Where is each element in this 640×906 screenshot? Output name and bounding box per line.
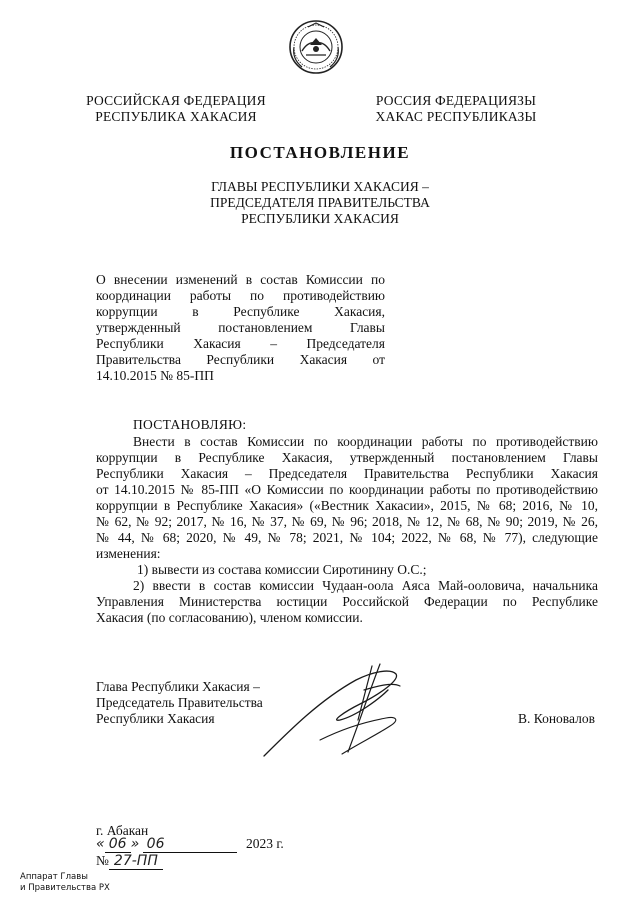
subject-line: Правительства Республики Хакасия от bbox=[96, 352, 385, 367]
body-line: Управления Министерства юстиции Российской Федерации по Республике bbox=[96, 594, 598, 609]
body-line: 1) вывести из состава комиссии Сиротинину О.С.; bbox=[137, 562, 427, 577]
signatory-position bbox=[96, 679, 263, 727]
decree-word: ПОСТАНОВЛЯЮ: bbox=[133, 417, 247, 432]
signatory-position-line: Республики Хакасия bbox=[96, 711, 215, 726]
number-prefix: № bbox=[96, 853, 109, 868]
date-month: 06 bbox=[143, 836, 237, 853]
body-line: 2) ввести в состав комиссии Чудаан-оола Аяса Май-ооловича, начальника bbox=[133, 578, 598, 593]
document-body bbox=[96, 434, 598, 626]
header-left-line: РОССИЙСКАЯ ФЕДЕРАЦИЯ bbox=[86, 93, 266, 108]
signatory-position-line: Глава Республики Хакасия – bbox=[96, 679, 260, 694]
body-line: коррупции в Республике Хакасия, утвержденный постановлением Главы bbox=[96, 450, 598, 465]
date-day: 06 bbox=[105, 836, 131, 853]
date-open-quote: « bbox=[96, 836, 105, 852]
subject-line: Республики Хакасия – Председателя bbox=[96, 336, 385, 351]
document-place: г. Абакан bbox=[96, 823, 149, 838]
number-value: 27-ПП bbox=[109, 853, 163, 870]
header-right-line: РОССИЯ ФЕДЕРАЦИЯЗЫ bbox=[375, 93, 537, 108]
document-subtitle bbox=[0, 179, 640, 227]
header-right-line: ХАКАС РЕСПУБЛИКАЗЫ bbox=[375, 109, 537, 124]
subject-line: О внесении изменений в состав Комиссии по bbox=[96, 272, 385, 287]
body-line: № 62, № 92; 2017, № 16, № 37, № 69, № 96; 2018, № 12, № 68, № 90; 2019, № 26, bbox=[96, 514, 598, 529]
subject-line: коррупции в Республике Хакасия, bbox=[96, 304, 385, 319]
handwritten-signature bbox=[260, 660, 420, 770]
date-close-quote: » bbox=[130, 836, 140, 852]
subtitle-line: ГЛАВЫ РЕСПУБЛИКИ ХАКАСИЯ – bbox=[211, 179, 429, 194]
document-date bbox=[96, 836, 284, 853]
office-stamp bbox=[20, 872, 110, 894]
body-line: Внести в состав Комиссии по координации работы по противодействию bbox=[133, 434, 598, 449]
document-number bbox=[96, 853, 163, 870]
header-left-line: РЕСПУБЛИКА ХАКАСИЯ bbox=[95, 109, 257, 124]
body-line: от 14.10.2015 № 85-ПП «О Комиссии по координации работы по противодействию bbox=[96, 482, 598, 497]
document-subject bbox=[96, 272, 385, 384]
body-line: Хакасия (по согласованию), членом комиссии. bbox=[96, 610, 363, 625]
document-title: ПОСТАНОВЛЕНИЕ bbox=[229, 143, 411, 162]
subject-line: координации работы по противодействию bbox=[96, 288, 385, 303]
signatory-position-line: Председатель Правительства bbox=[96, 695, 263, 710]
subject-line: 14.10.2015 № 85-ПП bbox=[96, 368, 214, 383]
header-right-block bbox=[368, 93, 544, 125]
body-line: № 44, № 68; 2020, № 49, № 78; 2021, № 104; 2022, № 68, № 77), следующие bbox=[96, 530, 598, 545]
signatory-name: В. Коновалов bbox=[518, 711, 595, 726]
subject-line: утвержденный постановлением Главы bbox=[96, 320, 385, 335]
coat-of-arms-emblem bbox=[288, 19, 344, 75]
date-year: 2023 г. bbox=[246, 836, 284, 851]
body-line: коррупции в Республике Хакасия» («Вестник Хакасии», 2015, № 68; 2016, № 10, bbox=[96, 498, 598, 513]
stamp-line: Аппарат Главы bbox=[20, 872, 88, 882]
stamp-line: и Правительства РХ bbox=[20, 883, 110, 893]
body-line: Республики Хакасия – Председателя Правительства Республики Хакасия bbox=[96, 466, 598, 481]
subtitle-line: ПРЕДСЕДАТЕЛЯ ПРАВИТЕЛЬСТВА bbox=[210, 195, 430, 210]
header-left-block bbox=[78, 93, 274, 125]
body-line: изменения: bbox=[96, 546, 161, 561]
subtitle-line: РЕСПУБЛИКИ ХАКАСИЯ bbox=[241, 211, 399, 226]
